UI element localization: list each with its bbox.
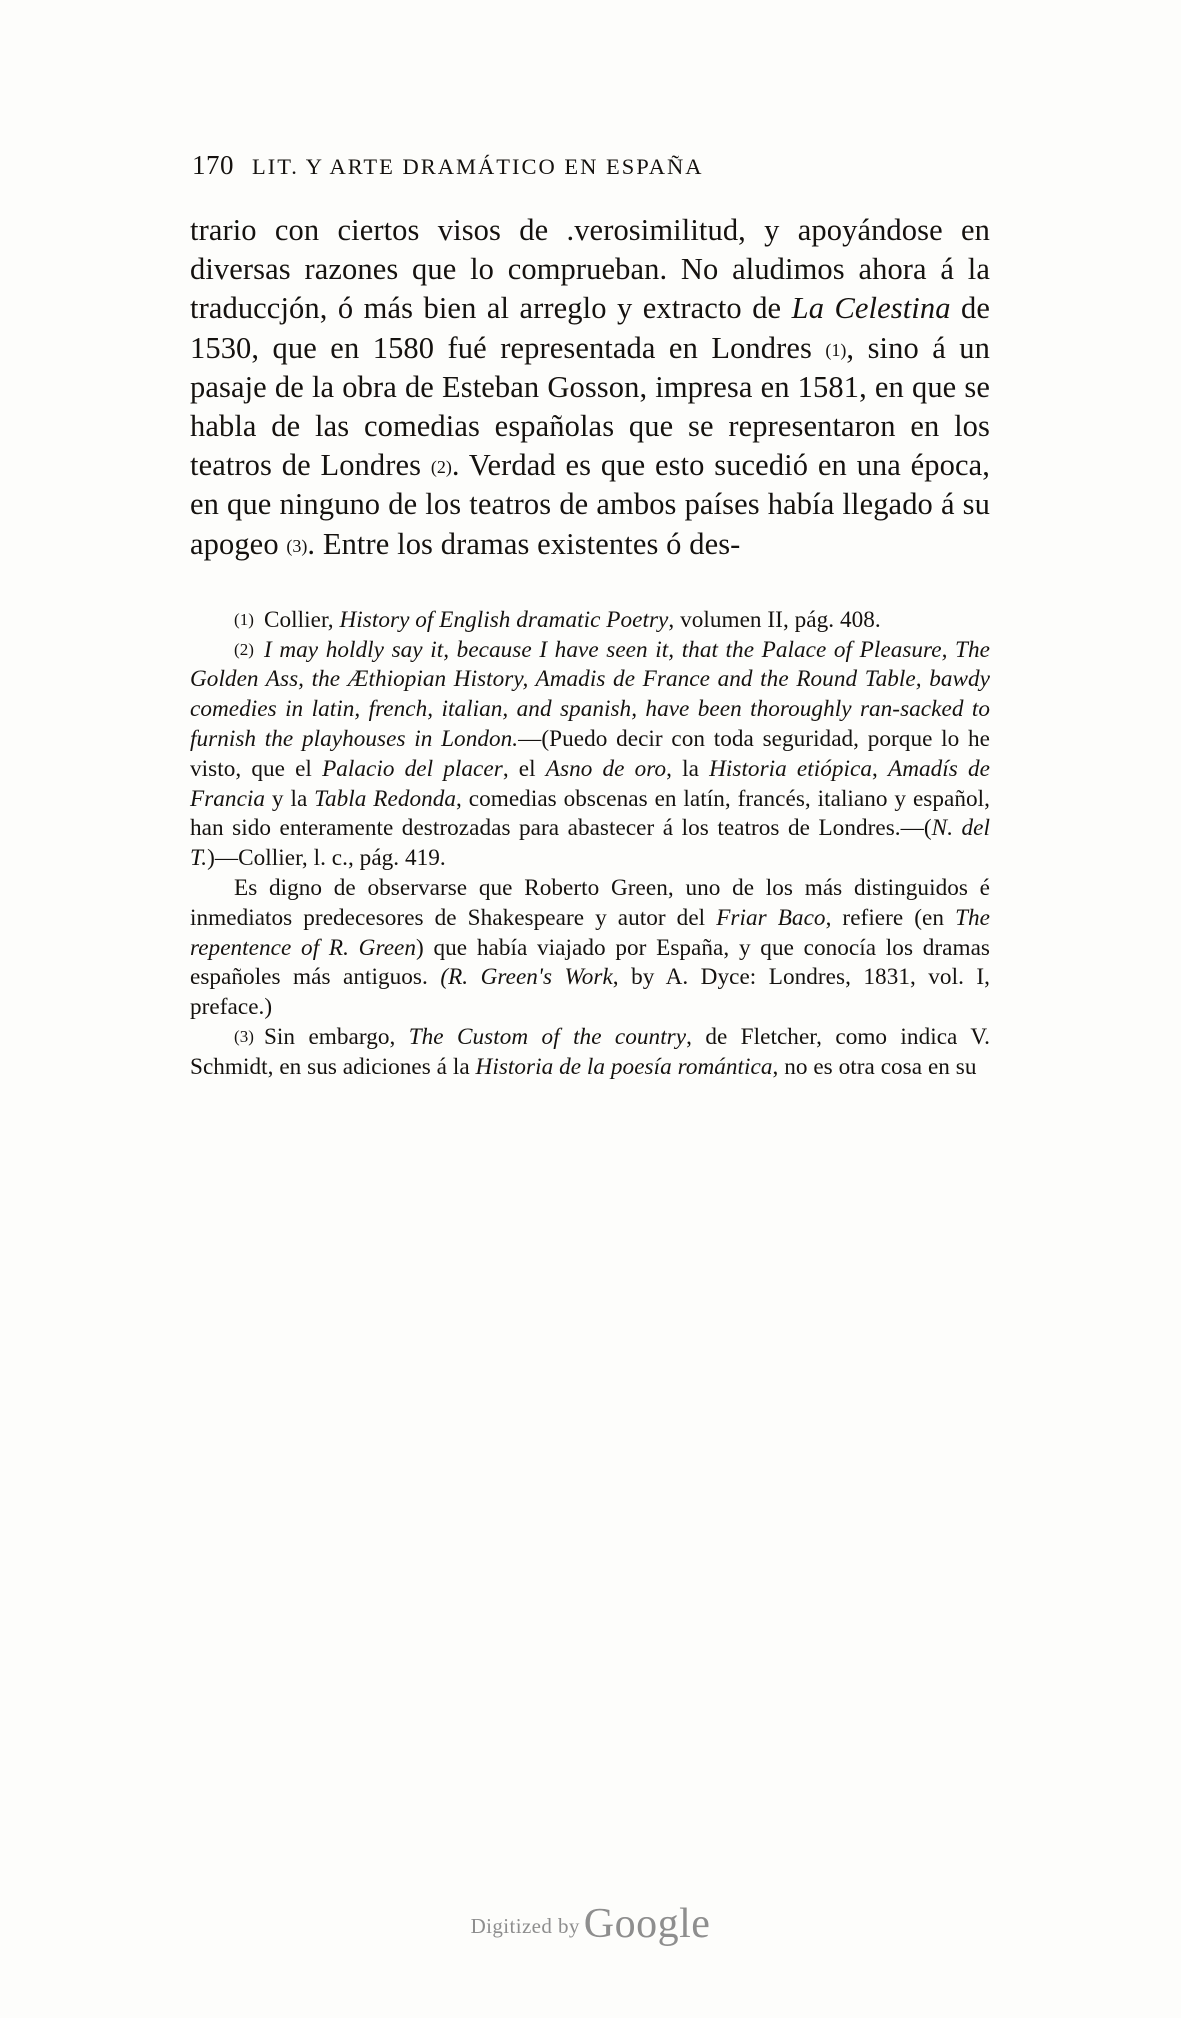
footnote-2-trans-3: , la [666, 755, 710, 782]
footnote-2-it-3: Historia etiópica [709, 755, 873, 782]
footnote-2b-it-1: Friar Baco [716, 904, 826, 931]
footnote-3-mark: (3) [234, 1027, 254, 1047]
body-segment-5: . Entre los dramas existentes ó des- [307, 526, 741, 561]
footnote-1 [190, 606, 990, 636]
footnote-1-title: History of English dramatic Poetry [339, 606, 669, 633]
footnote-1-mark: (1) [234, 609, 254, 629]
footnote-2-it-2: Asno de oro [545, 755, 667, 782]
footnote-2b-text-2: , refiere (en [825, 904, 956, 931]
footnote-ref-1[interactable]: (1) [825, 339, 847, 360]
footnote-3-text-3: , no es otra cosa en su [772, 1053, 977, 1080]
footnote-ref-2[interactable]: (2) [430, 457, 452, 478]
body-segment-4: . Verdad es que esto sucedió en una época, en que ninguno de los teatros de ambos países había llegado á su apogeo [190, 448, 990, 561]
footnote-2-it-5: Tabla Redonda [314, 785, 457, 812]
body-segment-1: trario con ciertos visos de .verosimilitud, y apoyándose en diversas razones que lo comprueban. No aludimos ahora á la traduccjón, ó más bien al arreglo y extracto de [190, 213, 990, 326]
footnote-2b-text-1: Es digno de observarse que Roberto Green, uno de los más distinguidos é inmediatos predecesores de Shakespeare y autor del [190, 875, 990, 931]
footnote-2b-it-2: The repentence of R. Green [190, 904, 991, 961]
footnote-ref-3[interactable]: (3) [286, 535, 308, 556]
footnote-3-it-1: The Custom of the country [408, 1024, 687, 1051]
footnote-2-dash: — [518, 725, 542, 752]
footnote-2-mark: (2) [234, 639, 254, 659]
footnote-2-trans-7: )—Collier, l. c., pág. 419. [207, 845, 446, 872]
page-folio: 170 [192, 150, 234, 180]
footnote-1-before: Collier, [263, 606, 340, 633]
footnote-2-trans-6: , comedias obscenas en latín, francés, italiano y español, han sido enteramente destrozadas para abastecer á los teatros de Londres.—( [190, 785, 990, 842]
footnote-2 [190, 636, 990, 875]
footnote-2-trans-1: (Puedo decir con toda seguridad, porque lo he visto, que el [190, 725, 991, 782]
work-title-celestina: La Celestina [791, 291, 951, 326]
footnote-1-after: , volumen II, pág. 408. [668, 606, 881, 633]
digitized-by-label: Digitized by [470, 1914, 580, 1938]
footnote-2-english-quote: I may holdly say it, because I have seen it, that the Palace of Pleasure, The Golden Ass, the Æthiopian History, Amadis de France and the Round Table, bawdy comedies in latin, french, italian, and spanish, have been thoroughly ran-sacked to furnish the playhouses in London. [190, 636, 990, 752]
footnote-3-it-2: Historia de la poesía romántica [475, 1053, 773, 1080]
footnote-3-text-1: Sin embargo, [263, 1024, 409, 1051]
body-text [190, 211, 990, 564]
footnote-2-it-1: Palacio del placer [322, 755, 503, 782]
body-segment-3: , sino á un pasaje de la obra de Esteban Gosson, impresa en 1581, en que se habla de las comedias españolas que se representaron en los teatros de Londres [190, 330, 990, 483]
body-segment-2: de 1530, que en 1580 fué representada en Londres [190, 291, 990, 365]
digitized-watermark [0, 1900, 1181, 1948]
footnote-2-it-6: N. del T. [190, 815, 991, 872]
page-content [190, 150, 990, 1083]
footnote-2b-text-3: ) que había viajado por España, y que conocía los dramas españoles más antiguos. [190, 934, 990, 991]
running-title: LIT. Y ARTE DRAMÁTICO EN ESPAÑA [252, 154, 704, 179]
footnote-2b-text-4: , by A. Dyce: Londres, 1831, vol. I, preface.) [190, 964, 990, 1021]
body-paragraph [190, 211, 990, 564]
footnote-2-trans-2: , el [502, 755, 546, 782]
footnote-2-it-4: Amadís de Francia [190, 755, 990, 812]
running-head [190, 150, 990, 181]
footnotes-block [190, 606, 990, 1083]
footnote-2-trans-4: , [872, 755, 888, 782]
footnote-3 [190, 1023, 990, 1083]
google-logo-text: Google [583, 1901, 711, 1947]
footnote-2-trans-5: y la [265, 785, 315, 812]
footnote-2-continuation [190, 874, 990, 1023]
footnote-2b-it-3: (R. Green's Work [440, 964, 613, 991]
footnote-3-text-2: , de Fletcher, como indica V. Schmidt, en sus adiciones á la [190, 1024, 990, 1080]
